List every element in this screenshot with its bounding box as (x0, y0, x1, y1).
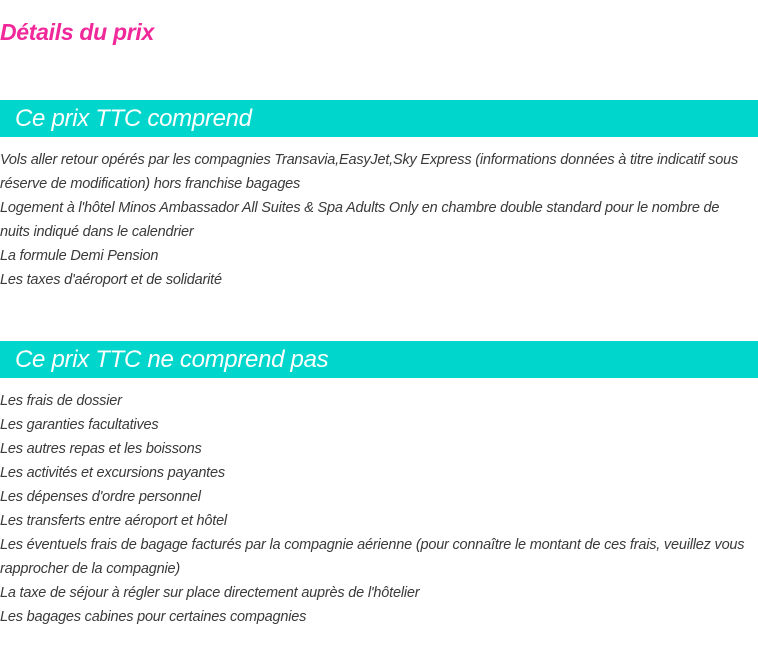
list-item: Les transferts entre aéroport et hôtel (0, 513, 227, 529)
excluded-section (0, 341, 758, 629)
list-item: Logement à l'hôtel Minos Ambassador All Suites & Spa Adults Only en chambre double standard pour le nombre de nuits indiqué dans le calendrier (0, 200, 720, 240)
page-title: Détails du prix (0, 19, 154, 45)
list-item: Les frais de dossier (0, 393, 122, 409)
excluded-list (0, 378, 758, 629)
list-item: Vols aller retour opérés par les compagnies Transavia,EasyJet,Sky Express (informations données à titre indicatif sous réserve de modification) hors franchise bagages (0, 152, 739, 192)
list-item: Les dépenses d'ordre personnel (0, 489, 201, 505)
list-item: La taxe de séjour à régler sur place directement auprès de l'hôtelier (0, 585, 420, 601)
included-header: Ce prix TTC comprend (0, 100, 758, 137)
list-item: Les éventuels frais de bagage facturés par la compagnie aérienne (pour connaître le montant de ces frais, veuillez vous rapprocher de la compagnie) (0, 537, 745, 577)
excluded-header: Ce prix TTC ne comprend pas (0, 341, 758, 378)
list-item: La formule Demi Pension (0, 248, 159, 264)
list-item: Les bagages cabines pour certaines compagnies (0, 609, 307, 625)
included-list (0, 137, 758, 292)
list-item: Les activités et excursions payantes (0, 465, 225, 481)
list-item: Les garanties facultatives (0, 417, 159, 433)
included-section (0, 100, 758, 292)
list-item: Les taxes d'aéroport et de solidarité (0, 272, 222, 288)
list-item: Les autres repas et les boissons (0, 441, 202, 457)
